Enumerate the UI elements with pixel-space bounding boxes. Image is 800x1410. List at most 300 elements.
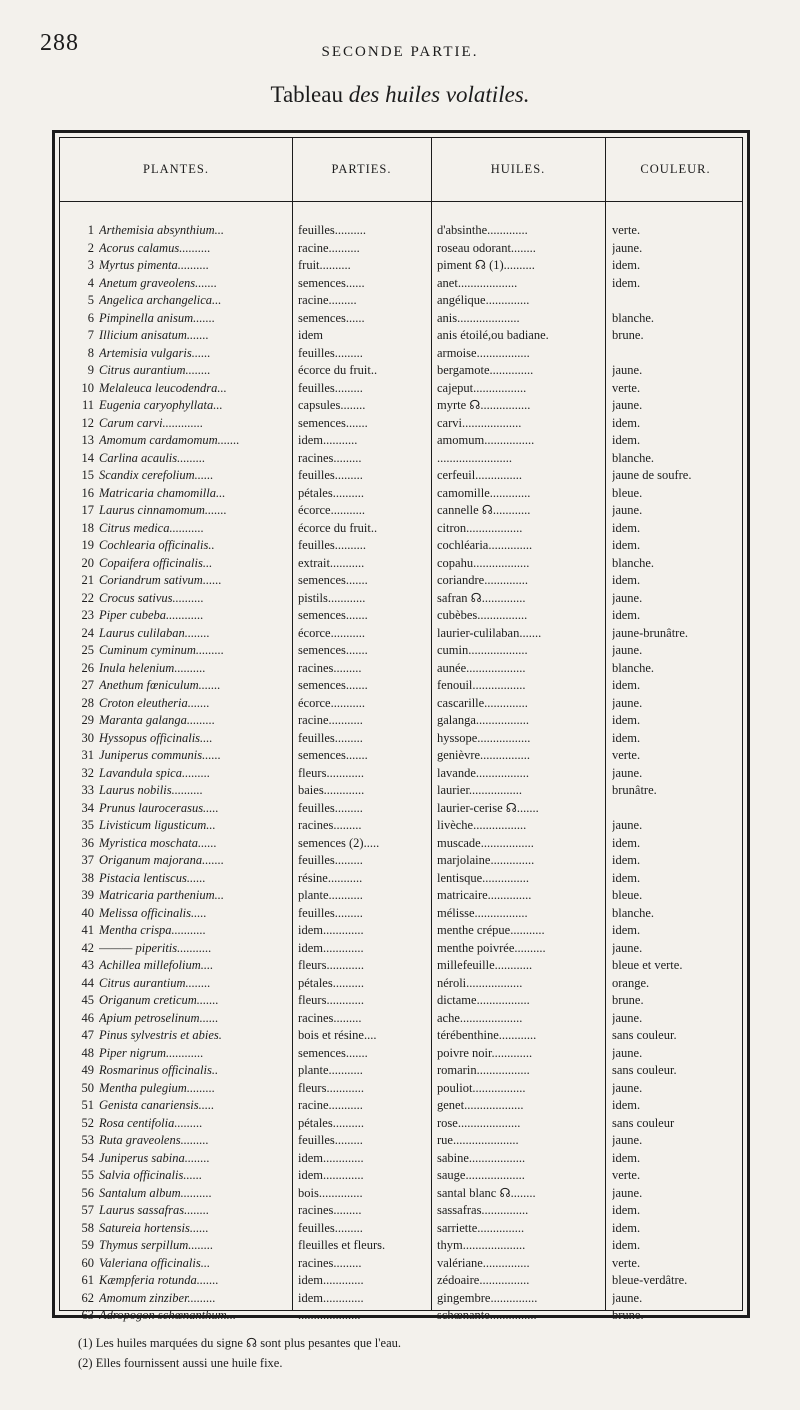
table-row [60,257,742,275]
oil-name: coriandre.............. [437,573,528,587]
table-row [60,1062,742,1080]
table-row [60,1027,742,1045]
table-row [60,817,742,835]
plant-part: écorce........... [298,695,365,710]
oil-name: lavande................. [437,765,529,780]
plant-part: racines......... [298,450,362,465]
table-row [60,415,742,433]
row-number: 1 [87,223,94,237]
table-row [60,1255,742,1273]
row-number: 9 [87,363,94,377]
oil-name: armoise................. [437,345,530,360]
oil-name: muscade................. [437,835,534,850]
row-number: 21 [81,573,94,587]
plant-part: feuilles......... [298,380,363,395]
row-number: 63 [81,1308,94,1322]
plant-part: racines......... [298,1010,362,1025]
oil-name: anet................... [437,275,518,290]
row-number: 8 [87,345,94,360]
row-number: 14 [81,450,94,465]
table-row [60,1202,742,1220]
plant-name: Mentha pulegium......... [99,1080,215,1095]
oil-color: idem. [612,520,641,535]
plant-part: baies............. [298,783,365,797]
plant-name: Mentha crispa........... [99,923,206,937]
plant-name: Citrus medica........... [99,520,204,535]
oil-color: idem. [612,1220,641,1235]
oil-color: blanche. [612,310,654,325]
row-number: 58 [81,1220,94,1235]
oil-name: mélisse................. [437,905,528,920]
row-number: 5 [87,293,94,307]
table-row [60,642,742,660]
oil-name: livèche................. [437,818,527,832]
table-row [60,1307,742,1325]
oil-color: idem. [612,538,641,552]
table-inner-border [59,137,743,1322]
footnote: (1) Les huiles marquées du signe ☊ sont plus pesantes que l'eau. [78,1336,402,1350]
row-number: 22 [81,590,94,605]
oil-color: verte. [612,380,641,395]
plant-name: Illicium anisatum....... [99,328,209,342]
table-row [60,240,742,258]
table-row [60,782,742,800]
oil-name: matricaire.............. [437,888,532,902]
table-body [60,222,742,1325]
oil-color: blanche. [612,555,654,570]
oil-color: brune. [612,993,644,1007]
table-row [60,870,742,888]
plant-name: Inula helenium.......... [99,660,206,675]
plant-part: écorce du fruit.. [298,520,378,535]
plant-part: racines......... [298,818,362,832]
oil-color: jaune. [612,503,643,517]
oil-color: jaune. [612,1045,643,1060]
table-row [60,345,742,363]
oil-color: jaune. [612,1290,643,1305]
plant-name: Genista canariensis..... [99,1098,215,1112]
table-row [60,1290,742,1308]
oil-name: cubèbes................ [437,608,528,622]
plant-name: Arthemisia absynthium... [99,223,224,237]
oil-name: safran ☊.............. [437,590,526,605]
table-row [60,222,742,240]
oil-color: idem. [612,258,641,272]
oil-name: cannelle ☊............ [437,503,531,517]
row-number: 59 [81,1238,94,1252]
row-number: 32 [81,765,94,780]
row-number: 30 [81,730,94,745]
header-huiles: HUILES. [490,162,546,176]
row-number: 41 [81,923,94,937]
plant-part: idem [298,328,323,342]
table-row [60,835,742,853]
oil-name: cascarille.............. [437,695,528,710]
plant-name: Amomum cardamomum....... [99,433,240,447]
table-row [60,975,742,993]
oil-name: zédoaire................ [437,1273,530,1287]
oil-color: bleue. [612,485,643,500]
row-number: 35 [81,818,94,832]
oil-color: jaune. [612,240,643,255]
plant-part: capsules........ [298,398,366,412]
plant-name: Citrus aurantium........ [99,975,211,990]
plant-part: écorce........... [298,503,365,517]
row-number: 6 [87,310,94,325]
oil-name: cochléaria.............. [437,538,533,552]
plant-part: pétales.......... [298,485,364,500]
oil-name: gingembre............... [437,1290,538,1305]
plant-name: ——— piperitis........... [99,940,212,955]
oil-name: angélique.............. [437,293,530,307]
row-number: 16 [81,485,94,500]
plant-name: Adropogon schœnanthum... [99,1308,237,1322]
oil-color: idem. [612,433,641,447]
plant-part: feuilles......... [298,1220,363,1235]
table-row [60,537,742,555]
plant-part: semences....... [298,678,368,692]
row-number: 31 [81,748,94,762]
row-number: 17 [81,503,94,517]
plant-part: semences....... [298,748,368,762]
row-number: 36 [81,835,94,850]
row-number: 7 [87,328,94,342]
plant-part: pétales.......... [298,975,364,990]
row-number: 49 [81,1063,94,1077]
row-number: 3 [87,258,94,272]
plant-name: Carum carvi............. [99,415,204,430]
oil-name: sabine.................. [437,1150,526,1165]
row-number: 4 [87,275,94,290]
row-number: 29 [81,713,94,727]
oil-color: idem. [612,835,641,850]
table-row [60,765,742,783]
plant-name: Piper cubeba............ [99,608,204,622]
table-row [60,1220,742,1238]
plant-name: Rosa centifolia......... [99,1115,203,1130]
oil-name: amomum................ [437,433,535,447]
oil-color: jaune. [612,818,643,832]
plant-name: Maranta galanga......... [99,713,215,727]
oil-name: hyssope................. [437,730,531,745]
plant-part: racine........... [298,1098,363,1112]
table-row [60,747,742,765]
row-number: 11 [81,398,94,412]
plant-name: Laurus nobilis.......... [99,783,203,797]
table-row [60,450,742,468]
oil-name: rose.................... [437,1115,521,1130]
oil-name: piment ☊ (1).......... [437,258,535,272]
header-divider [60,201,742,202]
oil-color: sans couleur. [612,1028,677,1042]
oil-name: térébenthine............ [437,1028,537,1042]
oil-name: cerfeuil............... [437,468,523,482]
oil-color: jaune. [612,940,643,955]
table-row [60,1167,742,1185]
oil-name: marjolaine.............. [437,853,535,867]
oil-name: camomille............. [437,485,531,500]
table-row [60,397,742,415]
table-row [60,1237,742,1255]
plant-part: feuilles......... [298,853,363,867]
oil-name: genet................... [437,1098,524,1112]
table-row [60,432,742,450]
row-number: 34 [81,800,94,815]
row-number: 13 [81,433,94,447]
oil-color: idem. [612,1238,641,1252]
plant-part: racines......... [298,660,362,675]
plant-part: idem........... [298,433,358,447]
oil-color: verte. [612,1255,641,1270]
row-number: 46 [81,1010,94,1025]
plant-name: Myristica moschata...... [99,835,217,850]
plant-name: Acorus calamus.......... [99,240,211,255]
table-row [60,1272,742,1290]
plant-name: Angelica archangelica... [99,293,222,307]
row-number: 12 [81,415,94,430]
plant-part: racines......... [298,1203,362,1217]
row-number: 28 [81,695,94,710]
oil-name: bergamote.............. [437,363,534,377]
plant-part: plante........... [298,888,363,902]
oil-color: brunâtre. [612,783,657,797]
plant-name: Melaleuca leucodendra... [99,380,227,395]
header-parties: PARTIES. [331,162,392,176]
row-number: 55 [81,1168,94,1182]
table-row [60,957,742,975]
oil-color: jaune. [612,1010,643,1025]
row-number: 24 [81,625,94,640]
plant-name: Satureia hortensis...... [99,1220,209,1235]
oil-color: idem. [612,713,641,727]
plant-part: feuilles.......... [298,538,367,552]
plant-part: résine........... [298,870,363,885]
plant-part: feuilles......... [298,800,363,815]
oil-color: jaune. [612,695,643,710]
plant-part: bois.............. [298,1185,363,1200]
oil-name: schœnante............... [437,1308,537,1322]
plant-part: idem............. [298,1150,364,1165]
oil-color: idem. [612,415,641,430]
oil-name: genièvre................ [437,748,531,762]
plant-part: pistils............ [298,590,366,605]
row-number: 39 [81,888,94,902]
oil-name: citron.................. [437,520,523,535]
oil-name: galanga................. [437,713,529,727]
plant-part: fleurs............ [298,765,364,780]
plant-name: Copaifera officinalis... [99,555,213,570]
table-row [60,502,742,520]
plant-name: Pimpinella anisum....... [99,310,215,325]
plant-name: Cuminum cyminum......... [99,643,224,657]
plant-part: semences...... [298,310,365,325]
plant-name: Juniperus sabina........ [99,1150,210,1165]
oil-name: santal blanc ☊........ [437,1185,536,1200]
oil-color: jaune. [612,363,643,377]
row-number: 62 [81,1290,94,1305]
table-row [60,695,742,713]
oil-color: idem. [612,1203,641,1217]
table-row [60,852,742,870]
page-number: 288 [40,30,79,56]
oil-name: roseau odorant........ [437,240,536,255]
table-row [60,677,742,695]
row-number: 23 [81,608,94,622]
oil-color: brune. [612,1308,644,1322]
row-number: 50 [81,1080,94,1095]
plant-name: Amomum zinziber......... [99,1290,216,1305]
oil-name: aunée................... [437,660,526,675]
oil-color: jaune. [612,1080,643,1095]
oil-color: idem. [612,573,641,587]
plant-part: feuilles......... [298,1133,363,1147]
plant-part: feuilles......... [298,468,363,482]
row-number: 33 [81,783,94,797]
row-number: 51 [81,1098,94,1112]
oil-name: millefeuille............ [437,958,533,972]
oil-name: fenouil................. [437,678,526,692]
oil-name: dictame................. [437,993,530,1007]
table-row [60,380,742,398]
row-number: 18 [81,520,94,535]
row-number: 60 [81,1255,94,1270]
plant-part: racine.......... [298,240,360,255]
oil-color: orange. [612,975,650,990]
oil-name: pouliot................. [437,1080,526,1095]
row-number: 42 [81,940,94,955]
table-row [60,1132,742,1150]
row-number: 47 [81,1028,94,1042]
plant-name: Livisticum ligusticum... [99,818,216,832]
oil-color: sans couleur. [612,1063,677,1077]
plant-name: Carlina acaulis......... [99,450,206,465]
oil-color: bleue. [612,888,643,902]
row-number: 40 [81,905,94,920]
running-head: SECONDE PARTIE. [321,44,479,60]
oil-color: blanche. [612,905,654,920]
plant-name: Piper nigrum............ [99,1045,204,1060]
plant-name: Anethum fœniculum....... [99,678,221,692]
plant-part: idem............. [298,923,364,937]
table-row [60,1185,742,1203]
row-number: 48 [81,1045,94,1060]
oil-name: thym.................... [437,1238,526,1252]
plant-part: racine......... [298,293,357,307]
plant-name: Kæmpferia rotunda....... [99,1273,219,1287]
plant-part: idem............. [298,1290,364,1305]
table-row [60,467,742,485]
oil-color: jaune. [612,590,643,605]
plant-name: Laurus cinnamomum....... [99,503,227,517]
plant-name: Lavandula spica......... [99,765,211,780]
plant-name: Croton eleutheria....... [99,695,210,710]
row-number: 2 [87,240,94,255]
plant-part: extrait........... [298,555,365,570]
row-number: 26 [81,660,94,675]
plant-name: Myrtus pimenta.......... [99,258,210,272]
plant-part: idem............. [298,940,364,955]
plant-part: semences....... [298,643,368,657]
plant-part: racines......... [298,1255,362,1270]
oil-name: laurier-cerise ☊....... [437,800,539,815]
table-frame [52,130,750,1322]
plant-part: semences....... [298,608,368,622]
plant-name: Pistacia lentiscus...... [99,870,206,885]
oil-name: poivre noir............. [437,1045,533,1060]
oil-color: idem. [612,730,641,745]
table-row [60,572,742,590]
oil-name: valériane............... [437,1255,530,1270]
oil-color: idem. [612,870,641,885]
oil-name: sassafras............... [437,1203,529,1217]
row-number: 57 [81,1203,94,1217]
plant-part: feuilles......... [298,730,363,745]
oil-name: cajeput................. [437,380,527,395]
table-title-smallcaps: Tableau [270,82,343,107]
oil-color: idem. [612,275,641,290]
oil-color: jaune. [612,1133,643,1147]
oil-name: sarriette............... [437,1220,525,1235]
plant-name: Hyssopus officinalis.... [99,730,213,745]
header-couleur: COULEUR. [640,162,711,176]
table-row [60,922,742,940]
oil-name: sauge................... [437,1168,525,1182]
oil-name: rue..................... [437,1133,519,1147]
oil-color: idem. [612,608,641,622]
row-number: 15 [81,468,94,482]
plant-name: Prunus laurocerasus..... [99,800,219,815]
plant-name: Juniperus communis...... [99,748,221,762]
table-row [60,555,742,573]
table-row [60,590,742,608]
oil-color: idem. [612,923,641,937]
table-row [60,712,742,730]
plant-name: Ruta graveolens......... [99,1133,209,1147]
oil-name: cumin................... [437,643,528,657]
plant-name: Citrus aurantium........ [99,363,211,377]
plant-name: Apium petroselinum...... [99,1010,219,1025]
table-row [60,660,742,678]
oil-name: ache.................... [437,1010,523,1025]
oil-name: ........................ [437,450,512,465]
table-row [60,1010,742,1028]
oil-name: copahu.................. [437,555,530,570]
oil-color: jaune. [612,765,643,780]
table-row [60,887,742,905]
plant-name: Pinus sylvestris et abies. [99,1028,222,1042]
row-number: 27 [81,678,94,692]
plant-name: Achillea millefolium.... [99,958,214,972]
oil-color: jaune-brunâtre. [612,625,689,640]
oil-color: blanche. [612,660,654,675]
plant-name: Coriandrum sativum...... [99,573,222,587]
row-number: 53 [81,1133,94,1147]
oil-color: verte. [612,748,641,762]
row-number: 38 [81,870,94,885]
oil-color: jaune. [612,398,643,412]
oil-color: verte. [612,1168,641,1182]
table-row [60,992,742,1010]
table-row [60,1045,742,1063]
oil-color: bleue-verdâtre. [612,1273,688,1287]
plant-name: Cochlearia officinalis.. [99,538,215,552]
plant-part: semences....... [298,1045,368,1060]
plant-part: bois et résine.... [298,1028,377,1042]
plant-part: semences...... [298,275,365,290]
row-number: 52 [81,1115,94,1130]
plant-part: semences....... [298,415,368,430]
plant-part: fruit.......... [298,258,351,272]
